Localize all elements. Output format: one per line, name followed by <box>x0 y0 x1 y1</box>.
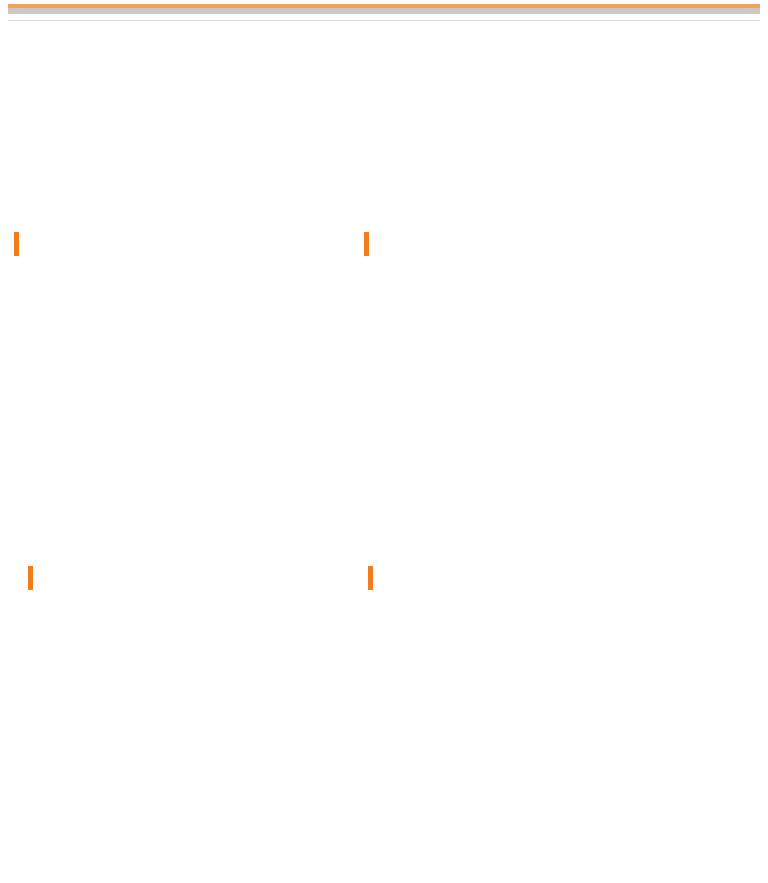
cell <box>399 20 489 21</box>
cell <box>219 20 309 21</box>
trade-bar-panel <box>364 232 760 258</box>
pie2-title-wrap <box>368 566 758 590</box>
title-accent-bar <box>14 232 19 256</box>
cell <box>670 20 760 21</box>
title-accent-bar <box>28 566 33 590</box>
destination-pie <box>360 620 620 870</box>
destination-panel <box>368 566 758 592</box>
growth-line-chart <box>20 280 360 520</box>
growth-line-panel <box>14 232 360 258</box>
trade-bar-chart <box>362 270 758 550</box>
trade-summary-table <box>8 4 760 20</box>
bar-chart-title-wrap <box>364 232 760 256</box>
export-breakdown-panel <box>28 566 368 592</box>
row-label <box>8 20 219 21</box>
cell <box>309 20 399 21</box>
title-accent-bar <box>368 566 373 590</box>
title-accent-bar <box>364 232 369 256</box>
pie1-title-wrap <box>28 566 368 590</box>
table-row <box>8 20 760 21</box>
export-breakdown-pie <box>20 630 280 870</box>
cell <box>489 20 579 21</box>
cell <box>579 20 669 21</box>
growth-chart-title-wrap <box>14 232 360 256</box>
